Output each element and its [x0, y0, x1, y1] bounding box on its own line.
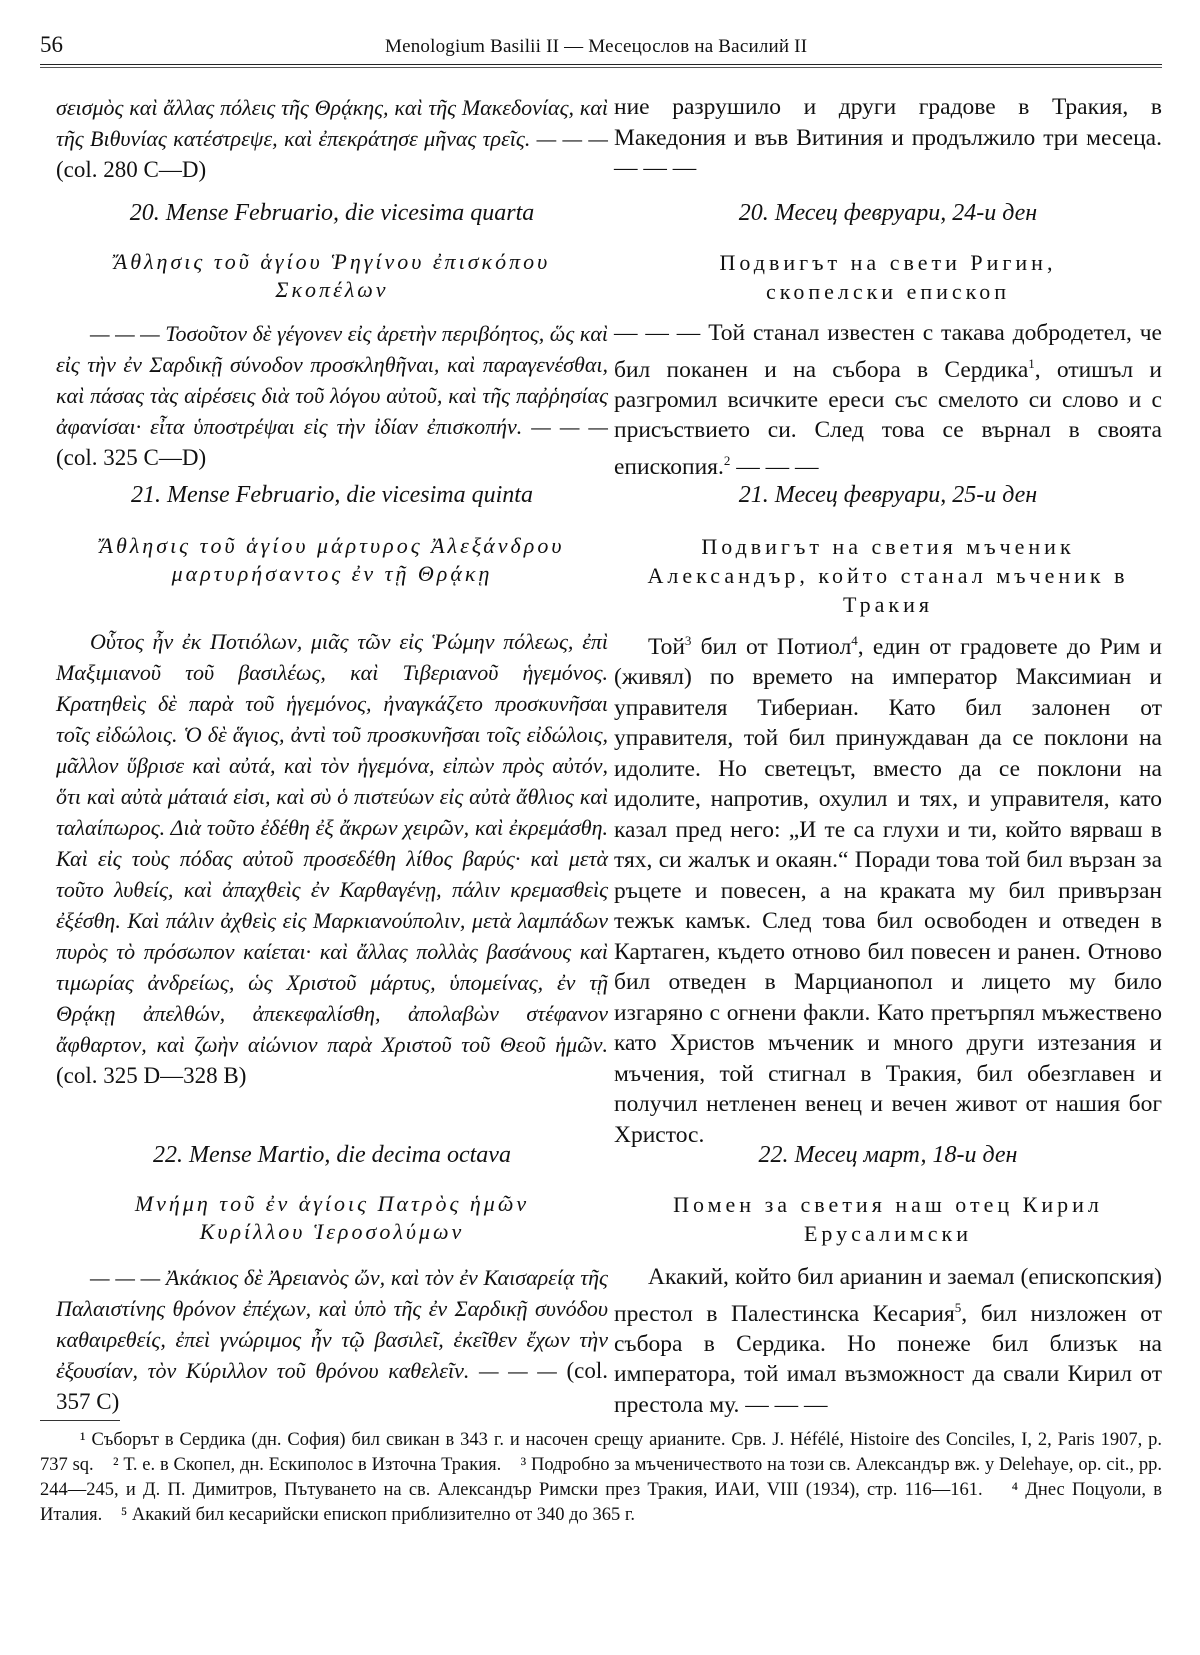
- bg-s21-text-c: , един от градовете до Рим и (живял) по времето на император Максимиан и управителя Тибериан. Като бил залонен от управителя, той бил принуждаван да се поклони на идолите. Но светецът, вместо да се поклони на идолите, напротив, охулил и тях, и управителя, като казал пред него: „И те са глухи и ти, който вярваш в тях, си жалък и окаян.“ Поради това той бил вързан за ръцете и повесен, а на краката му бил привързан тежък камък. След това бил освободен и отведен в Картаген, където отново бил повесен и ранен. Отново бил отведен в Марцианопол и лицето му било изгаряно с огнени факли. Като претърпял мъжествено като Христов мъченик и много други изтезания и мъчения, той стигнал в Тракия, бил обезглавен и получил нетленен венец и вечен живот от нашия бог Христос.: [614, 633, 1162, 1148]
- page-header: [40, 28, 1162, 62]
- bg-s21-title: Подвигът на светия мъченик Александър, който станал мъченик в Тракия: [647, 534, 1129, 617]
- running-title: Menologium Basilii II — Месецослов на Василий II: [385, 36, 808, 57]
- footnote-rule: [40, 1420, 120, 1421]
- bg-s22-text-a: Акакий, който бил арианин и заемал (епископския) престол в Палестинска Кесария: [614, 1264, 1162, 1327]
- page-number: 56: [40, 32, 63, 57]
- greek-s22-title: Μνήμη τοῦ ἐν ἁγίοις Πατρὸς ἡμῶν Κυρίλλου Ἱεροσολύμων: [134, 1191, 530, 1244]
- greek-s22-heading: 22. Mense Martio, die decima octava: [153, 1142, 511, 1168]
- bg-s20-body: [614, 318, 1162, 482]
- greek-s21-text: Οὗτος ἦν ἐκ Ποτιόλων, μιᾶς τῶν εἰς Ῥώμην πόλεως, ἐπὶ Μαξιμιανοῦ τοῦ βασιλέως, καὶ Τιβεριανοῦ ἡγεμόνος. Κρατηθεὶς δὲ παρὰ τοῦ ἡγεμόνος, ἠναγκάζετο προσκυνῆσαι τοῖς εἰδώλοις. Ὁ δὲ ἅγιος, ἀντὶ τοῦ προσκυνῆσαι τοῖς εἰδώλοις, μᾶλλον ὕβρισε καὶ αὐτά, καὶ τὸν ἡγεμόνα, εἰπὼν πρὸς αὐτόν, ὅτι καὶ αὐτὰ μάταιά εἰσι, καὶ σὺ ὁ πιστεύων εἰς αὐτὰ ἄθλιος καὶ ταλαίπωρος. Διὰ τοῦτο ἐδέθη ἐξ ἄκρων χειρῶν, καὶ ἐκρεμάσθη. Καὶ εἰς τοὺς πόδας αὐτοῦ προσεδέθη λίθος βαρύς· καὶ μετὰ τοῦτο λυθείς, καὶ ἀπαχθεὶς ἐν Καρθαγένῃ, πάλιν κρεμασθεὶς ἐξέσθη. Καὶ πάλιν ἀχθεὶς εἰς Μαρκιανούπολιν, μετὰ λαμπάδων πυρὸς τὸ πρόσωπον καίεται· καὶ ἄλλας πολλὰς βασάνους καὶ τιμωρίας ἀνδρείως, ὡς Χριστοῦ μάρτυς, ὑπομείνας, ἐν τῇ Θρᾴκῃ ἀπελθών, ἀπεκεφαλίσθη, ἀπολαβὼν στέφανον ἄφθαρτον, καὶ ζωὴν αἰώνιον παρὰ Χριστοῦ τοῦ Θεοῦ ἡμῶν.: [56, 629, 608, 1057]
- bg-intro-text: ние разрушило и други градове в Тракия, в Македония и във Витиния и продължило три месеца. — — —: [614, 94, 1162, 181]
- footnote-1: ¹ Съборът в Сердика (дн. София) бил свикан в 343 г. и насочен срещу арианите. Срв. J. Héfélé, Histoire des Conciles, I, 2, Paris 1907, p. 737 sq.: [40, 1430, 1162, 1475]
- footnote-ref-2[interactable]: 2: [723, 452, 731, 468]
- bg-s20-title: Подвигът на свети Ригин, скопелски епископ: [719, 250, 1057, 304]
- footnote-ref-5[interactable]: 5: [954, 1299, 962, 1315]
- footnote-3: ³ Подробно за мъченичеството на този св. Александър вж. у Delehaye, op. cit., pp. 244—245, и Д. П. Димитров, Пътуването на св. Александър Римски през Тракия, ИАИ, VIII (1934), стр. 116—161.: [40, 1455, 1163, 1500]
- greek-s21-ref: (col. 325 D—328 B): [56, 1063, 247, 1088]
- bg-s20-text-a: — — — Той станал известен с такава добродетел, че бил поканен и на събора в Сердика: [614, 320, 1162, 383]
- greek-s22-ref: (col. 357 C): [56, 1358, 609, 1414]
- bg-s21-heading: 21. Месец февруари, 25-и ден: [738, 482, 1038, 508]
- footnote-ref-4[interactable]: 4: [851, 633, 858, 648]
- bg-s22-heading: 22. Месец март, 18-и ден: [758, 1142, 1018, 1168]
- header-rule: [40, 64, 1162, 68]
- bg-s22-text-b: , бил низложен от събора в Сердика. Но понеже бил близък на императора, той имал възможност да свали Кирил от престола му. — — —: [614, 1300, 1162, 1418]
- bg-s20-text-b: , отишъл и разгромил всичките ереси със смелото си слово и с присъствието си. След това се върнал в своята епископия.: [614, 356, 1162, 480]
- greek-s21-title: Ἄθλησις τοῦ ἁγίου μάρτυρος Ἀλεξάνδρου μαρτυρήσαντος ἐν τῇ Θρᾴκῃ: [99, 533, 565, 586]
- bg-s22-title: Помен за светия наш отец Кирил Ерусалимски: [673, 1192, 1103, 1246]
- bg-s20-text-c: — — —: [730, 453, 819, 480]
- greek-s22-body: [56, 1262, 608, 1417]
- bg-intro: [614, 92, 1162, 184]
- greek-intro-ref: (col. 280 C—D): [56, 157, 207, 182]
- footnote-5: ⁵ Акакий бил кесарийски епископ приблизително от 340 до 365 г.: [120, 1505, 635, 1525]
- page: [40, 28, 1162, 80]
- bg-s21-body: [614, 626, 1162, 1150]
- footnote-ref-1[interactable]: 1: [1028, 355, 1035, 371]
- bg-s21-text-b: бил от Потиол: [691, 633, 852, 660]
- greek-intro: [56, 92, 608, 185]
- bg-s21-text-a: Той: [648, 633, 685, 660]
- bg-s20-heading: 20. Месец февруари, 24-и ден: [738, 200, 1038, 226]
- greek-s21-heading: 21. Mense Februario, die vicesima quinta: [131, 482, 533, 508]
- greek-s20-ref: (col. 325 C—D): [56, 445, 207, 470]
- greek-s20-text: — — — Τοσοῦτον δὲ γέγονεν εἰς ἀρετὴν περιβόητος, ὥς καὶ εἰς τὴν ἐν Σαρδικῇ σύνοδον προσκληθῆναι, καὶ παραγενέσθαι, καὶ πάσας τὰς αἱρέσεις διὰ τοῦ λόγου αὐτοῦ, καὶ τῆς παῤῥησίας ἀφανίσαι· εἶτα ὑποστρέψαι εἰς τὴν ἰδίαν ἐπισκοπήν. — — —: [56, 321, 608, 439]
- bg-s22-body: [614, 1262, 1162, 1420]
- greek-s20-title: Ἄθλησις τοῦ ἁγίου Ῥηγίνου ἐπισκόπου Σκοπέλων: [113, 249, 551, 302]
- greek-intro-text: σεισμὸς καὶ ἄλλας πόλεις τῆς Θρᾴκης, καὶ τῆς Μακεδονίας, καὶ τῆς Βιθυνίας κατέστρεψε, καὶ ἐπεκράτησε μῆνας τρεῖς. — — —: [56, 95, 608, 151]
- footnote-4: ⁴ Днес Поцуоли, в Италия.: [40, 1480, 1162, 1525]
- footnote-ref-3[interactable]: 3: [684, 633, 692, 648]
- footnotes: [40, 1428, 1162, 1528]
- greek-s21-body: [56, 626, 608, 1091]
- greek-s20-body: [56, 318, 608, 473]
- greek-s20-heading: 20. Mense Februario, die vicesima quarta: [129, 200, 535, 226]
- footnote-2: ² Т. е. в Скопел, дн. Ескиполос в Източна Тракия.: [113, 1455, 502, 1475]
- greek-s22-text: — — — Ἀκάκιος δὲ Ἀρειανὸς ὤν, καὶ τὸν ἐν Καισαρείᾳ τῆς Παλαιστίνης θρόνον ἐπέχων, καὶ ὑπὸ τῆς ἐν Σαρδικῇ συνόδου καθαιρεθείς, ἐπεὶ γνώριμος ἦν τῷ βασιλεῖ, ἐκεῖθεν ἔχων τὴν ἐξουσίαν, τὸν Κύριλλον τοῦ θρόνου καθελεῖν. — — —: [56, 1265, 608, 1383]
